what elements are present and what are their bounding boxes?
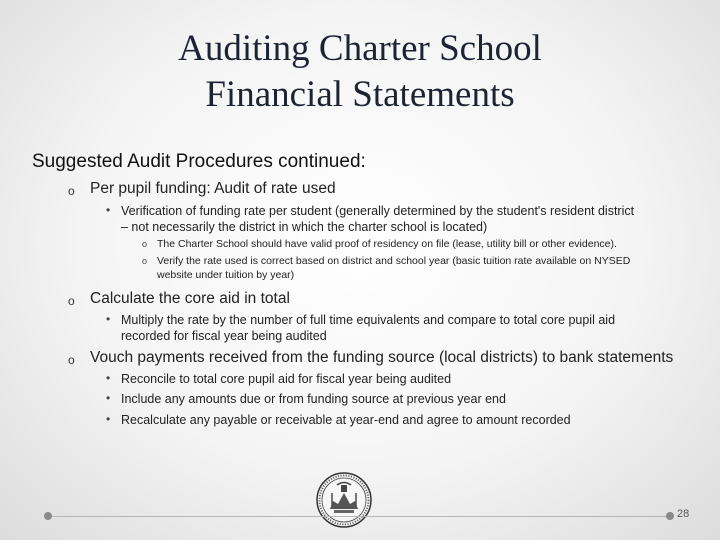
sub-bullet-marker: •: [106, 203, 111, 217]
footer-rule: [48, 516, 670, 517]
sub-sub-bullet-marker: o: [142, 239, 148, 249]
sub-bullet-recalculate: Recalculate any payable or receivable at year-end and agree to amount recorded: [121, 413, 571, 427]
sub-sub-bullet-verify-rate: [157, 255, 702, 282]
sub-sub-bullet-proof-of-residency: The Charter School should have valid proof of residency on file (lease, utility bill or other evidence).: [157, 238, 617, 250]
sub-bullet-line: – not necessarily the district in which the charter school is located): [121, 220, 488, 234]
title-line-2: Financial Statements: [205, 74, 515, 115]
sub-bullet-line: recorded for fiscal year being audited: [121, 329, 327, 343]
sub-bullet-line: Verification of funding rate per student (generally determined by the student's resident district: [121, 204, 635, 218]
footer-dot-right: [666, 512, 674, 520]
bullet-core-aid: Calculate the core aid in total: [90, 290, 290, 307]
bullet-vouch-payments: Vouch payments received from the funding source (local districts) to bank statements: [90, 349, 674, 366]
title-line-1: Auditing Charter School: [178, 28, 542, 69]
bullet-marker: o: [68, 353, 75, 367]
page-number: 28: [677, 508, 690, 520]
sub-bullet-multiply-rate: [121, 312, 706, 344]
state-seal-logo: [315, 471, 373, 529]
bullet-per-pupil-funding: Per pupil funding: Audit of rate used: [90, 180, 336, 197]
sub-bullet-reconcile: Reconcile to total core pupil aid for fiscal year being audited: [121, 372, 452, 386]
sub-sub-bullet-line: website under tuition by year): [157, 268, 295, 281]
section-heading: Suggested Audit Procedures continued:: [32, 151, 366, 172]
sub-sub-bullet-marker: o: [142, 256, 148, 266]
bullet-marker: o: [68, 294, 75, 308]
footer-dot-left: [44, 512, 52, 520]
sub-bullet-marker: •: [106, 412, 111, 426]
sub-bullet-marker: •: [106, 371, 111, 385]
sub-sub-bullet-line: Verify the rate used is correct based on district and school year (basic tuition rate available on NYSED: [157, 255, 631, 267]
bullet-marker: o: [68, 184, 75, 198]
sub-bullet-line: Multiply the rate by the number of full time equivalents and compare to total core pupil aid: [121, 313, 616, 327]
sub-bullet-marker: •: [106, 312, 111, 326]
sub-bullet-marker: •: [106, 391, 111, 405]
sub-bullet-include-amounts: Include any amounts due or from funding source at previous year end: [121, 392, 506, 406]
sub-bullet-verification: [121, 203, 706, 235]
slide-title: [0, 26, 720, 118]
